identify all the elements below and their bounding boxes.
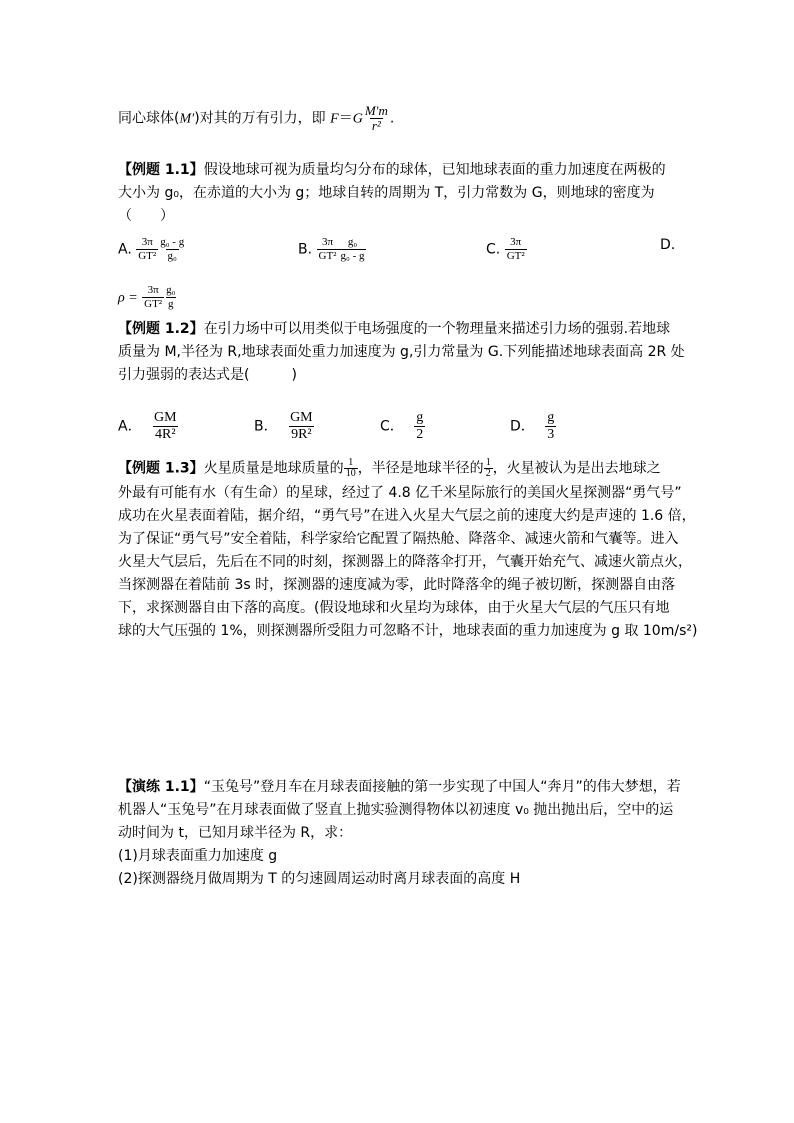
ex1-2-b-num: GM bbox=[290, 410, 313, 425]
ex1-2-c-den: 2 bbox=[416, 427, 424, 442]
pr1-1-line5: (2)探测器绕月做周期为 T 的匀速圆周运动时离月球表面的高度 H bbox=[118, 871, 521, 887]
ex1-3-line7: 下，求探测器自由下落的高度。(假设地球和火星均为球体，由于火星大气层的气压只有地 bbox=[118, 600, 670, 616]
ex1-3-f2d: 2 bbox=[485, 468, 491, 479]
intro-line bbox=[118, 104, 394, 133]
ex1-2-c-num: g bbox=[416, 410, 424, 425]
a-n2: g₀ - g bbox=[160, 236, 185, 248]
ex1-2-b-label: B． bbox=[254, 418, 278, 435]
pr1-1-line3: 动时间为 t，已知月球半径为 R，求： bbox=[118, 825, 353, 841]
ex1-2-d-frac bbox=[545, 410, 556, 443]
pr1-1-line1 bbox=[118, 778, 681, 796]
ex1-2-option-d bbox=[510, 410, 556, 443]
ex1-3-line4: 为了保证“勇气号”安全着陆，科学家给它配置了隔热舱、降落伞、减速火箭和气囊等。进入 bbox=[118, 531, 679, 547]
ex1-3-line2: 外最有可能有水（有生命）的星球，经过了 4.8 亿千米星际旅行的美国火星探测器“勇气号” bbox=[118, 485, 682, 501]
ex1-3-l1a: 火星质量是地球质量的 bbox=[203, 460, 344, 477]
ex1-3-frac2 bbox=[484, 458, 493, 479]
ex1-2-a-den: 4R² bbox=[155, 427, 176, 442]
ex1-2-b-den: 9R² bbox=[291, 427, 312, 442]
intro-prefix: 同心球体( bbox=[118, 110, 180, 127]
ex1-2-a-frac bbox=[152, 410, 179, 443]
ex1-1-option-d: D. bbox=[660, 237, 676, 253]
ex1-2-c-frac bbox=[414, 410, 425, 443]
ex1-1-text1: 假设地球可视为质量均匀分布的球体，已知地球表面的重力加速度在两极的 bbox=[203, 162, 666, 178]
option-b-frac2 bbox=[338, 236, 366, 263]
ex1-3-line1 bbox=[118, 458, 661, 479]
ex1-2-line3: 引力强弱的表达式是( ) bbox=[118, 367, 297, 383]
intro-end: . bbox=[389, 110, 395, 127]
ex1-2-option-b bbox=[254, 410, 315, 443]
ex1-1-option-c bbox=[486, 236, 527, 263]
b-n2: g₀ bbox=[347, 236, 358, 248]
ex1-3-line8: 球的大气压强的 1%，则探测器所受阻力可忽略不计，地球表面的重力加速度为 g 取 10m/s²) bbox=[118, 623, 698, 639]
ex1-1-line2: 大小为 g₀，在赤道的大小为 g；地球自转的周期为 T，引力常数为 G，则地球的密度为 bbox=[118, 185, 655, 201]
a-d1: GT² bbox=[138, 250, 157, 262]
option-b-label: B. bbox=[298, 241, 313, 258]
ex1-3-tag: 【例题 1.3】 bbox=[118, 460, 204, 477]
ex1-3-f2n: 1 bbox=[485, 457, 491, 468]
ex1-2-option-c bbox=[380, 410, 425, 443]
c-n1: 3π bbox=[510, 236, 522, 248]
intro-mvar: M′ bbox=[179, 111, 195, 127]
ex1-1-line3: （ ） bbox=[118, 208, 174, 224]
intro-eq: ＝ bbox=[338, 110, 353, 127]
pr1-1-text1: “玉兔号”登月车在月球表面接触的第一步实现了中国人“奔月”的伟大梦想，若 bbox=[203, 779, 681, 795]
pr1-1-tag: 【演练 1.1】 bbox=[118, 779, 204, 795]
ex1-2-text1: 在引力场中可以用类似于电场强度的一个物理量来描述引力场的强弱.若地球 bbox=[203, 321, 671, 337]
a-n1: 3π bbox=[141, 236, 153, 248]
option-b-frac1 bbox=[317, 236, 339, 263]
ex1-2-d-label: D． bbox=[510, 418, 535, 435]
pr1-1-line4: (1)月球表面重力加速度 g bbox=[118, 848, 278, 864]
ex1-1-tag: 【例题 1.1】 bbox=[118, 162, 204, 178]
ex1-2-c-label: C． bbox=[380, 418, 404, 435]
ex1-2-line1 bbox=[118, 320, 670, 338]
d-n2: g₀ bbox=[166, 284, 176, 296]
ex1-2-line2: 质量为 M,半径为 R,地球表面处重力加速度为 g,引力常量为 G.下列能描述地球表面高 2R 处 bbox=[118, 344, 685, 360]
intro-g: G bbox=[352, 111, 363, 127]
b-d2: g₀ - g bbox=[340, 250, 365, 262]
d-d1: GT² bbox=[144, 298, 163, 310]
b-n1: 3π bbox=[321, 236, 334, 248]
ex1-2-a-label: A． bbox=[118, 418, 142, 435]
ex1-1-line1 bbox=[118, 161, 666, 179]
intro-den: r² bbox=[371, 118, 381, 133]
ex1-1-option-d-expr bbox=[118, 284, 177, 311]
intro-f: F bbox=[330, 111, 339, 127]
a-d2: g₀ bbox=[167, 250, 177, 262]
c-d1: GT² bbox=[506, 250, 525, 262]
ex1-1-option-b bbox=[298, 236, 366, 263]
intro-num: M′m bbox=[364, 103, 388, 118]
d-rho: ρ = bbox=[118, 290, 138, 306]
b-d1: GT² bbox=[318, 250, 337, 262]
option-c-frac1 bbox=[505, 236, 527, 263]
ex1-2-b-frac bbox=[288, 410, 315, 443]
ex1-3-f1n: 1 bbox=[348, 457, 354, 468]
ex1-2-d-num: g bbox=[547, 410, 555, 425]
option-a-frac2 bbox=[158, 236, 186, 263]
ex1-2-option-a bbox=[118, 410, 179, 443]
pr1-1-line2: 机器人“玉兔号”在月球表面做了竖直上抛实验测得物体以初速度 v₀ 抛出抛出后，空中的运 bbox=[118, 802, 674, 818]
d-n1: 3π bbox=[147, 284, 159, 296]
ex1-3-l1c: ，火星被认为是出去地球之 bbox=[492, 460, 661, 477]
option-d-frac1 bbox=[142, 284, 164, 311]
option-a-frac1 bbox=[136, 236, 158, 263]
ex1-2-d-den: 3 bbox=[547, 427, 555, 442]
ex1-3-line6: 当探测器在着陆前 3s 时，探测器的速度减为零，此时降落伞的绳子被切断，探测器自由落 bbox=[118, 577, 676, 593]
ex1-3-f1d: 10 bbox=[345, 468, 356, 479]
ex1-1-option-a bbox=[118, 236, 186, 263]
ex1-2-tag: 【例题 1.2】 bbox=[118, 321, 204, 337]
intro-suffix: )对其的万有引力，即 bbox=[194, 110, 331, 127]
ex1-3-l1b: ，半径是地球半径的 bbox=[357, 460, 484, 477]
option-d-frac2 bbox=[164, 284, 177, 311]
d-d2: g bbox=[168, 298, 174, 310]
ex1-3-line5: 火星大气层后，先后在不同的时刻，探测器上的降落伞打开，气囊开始充气、减速火箭点火， bbox=[118, 554, 692, 570]
option-a-label: A. bbox=[118, 241, 132, 258]
ex1-3-line3: 成功在火星表面着陆，据介绍，“勇气号”在进入火星大气层之前的速度大约是声速的 1.6 倍， bbox=[118, 508, 696, 524]
option-c-label: C. bbox=[486, 241, 501, 258]
ex1-3-frac1 bbox=[344, 458, 358, 479]
intro-fraction bbox=[363, 104, 390, 133]
ex1-2-a-num: GM bbox=[154, 410, 177, 425]
